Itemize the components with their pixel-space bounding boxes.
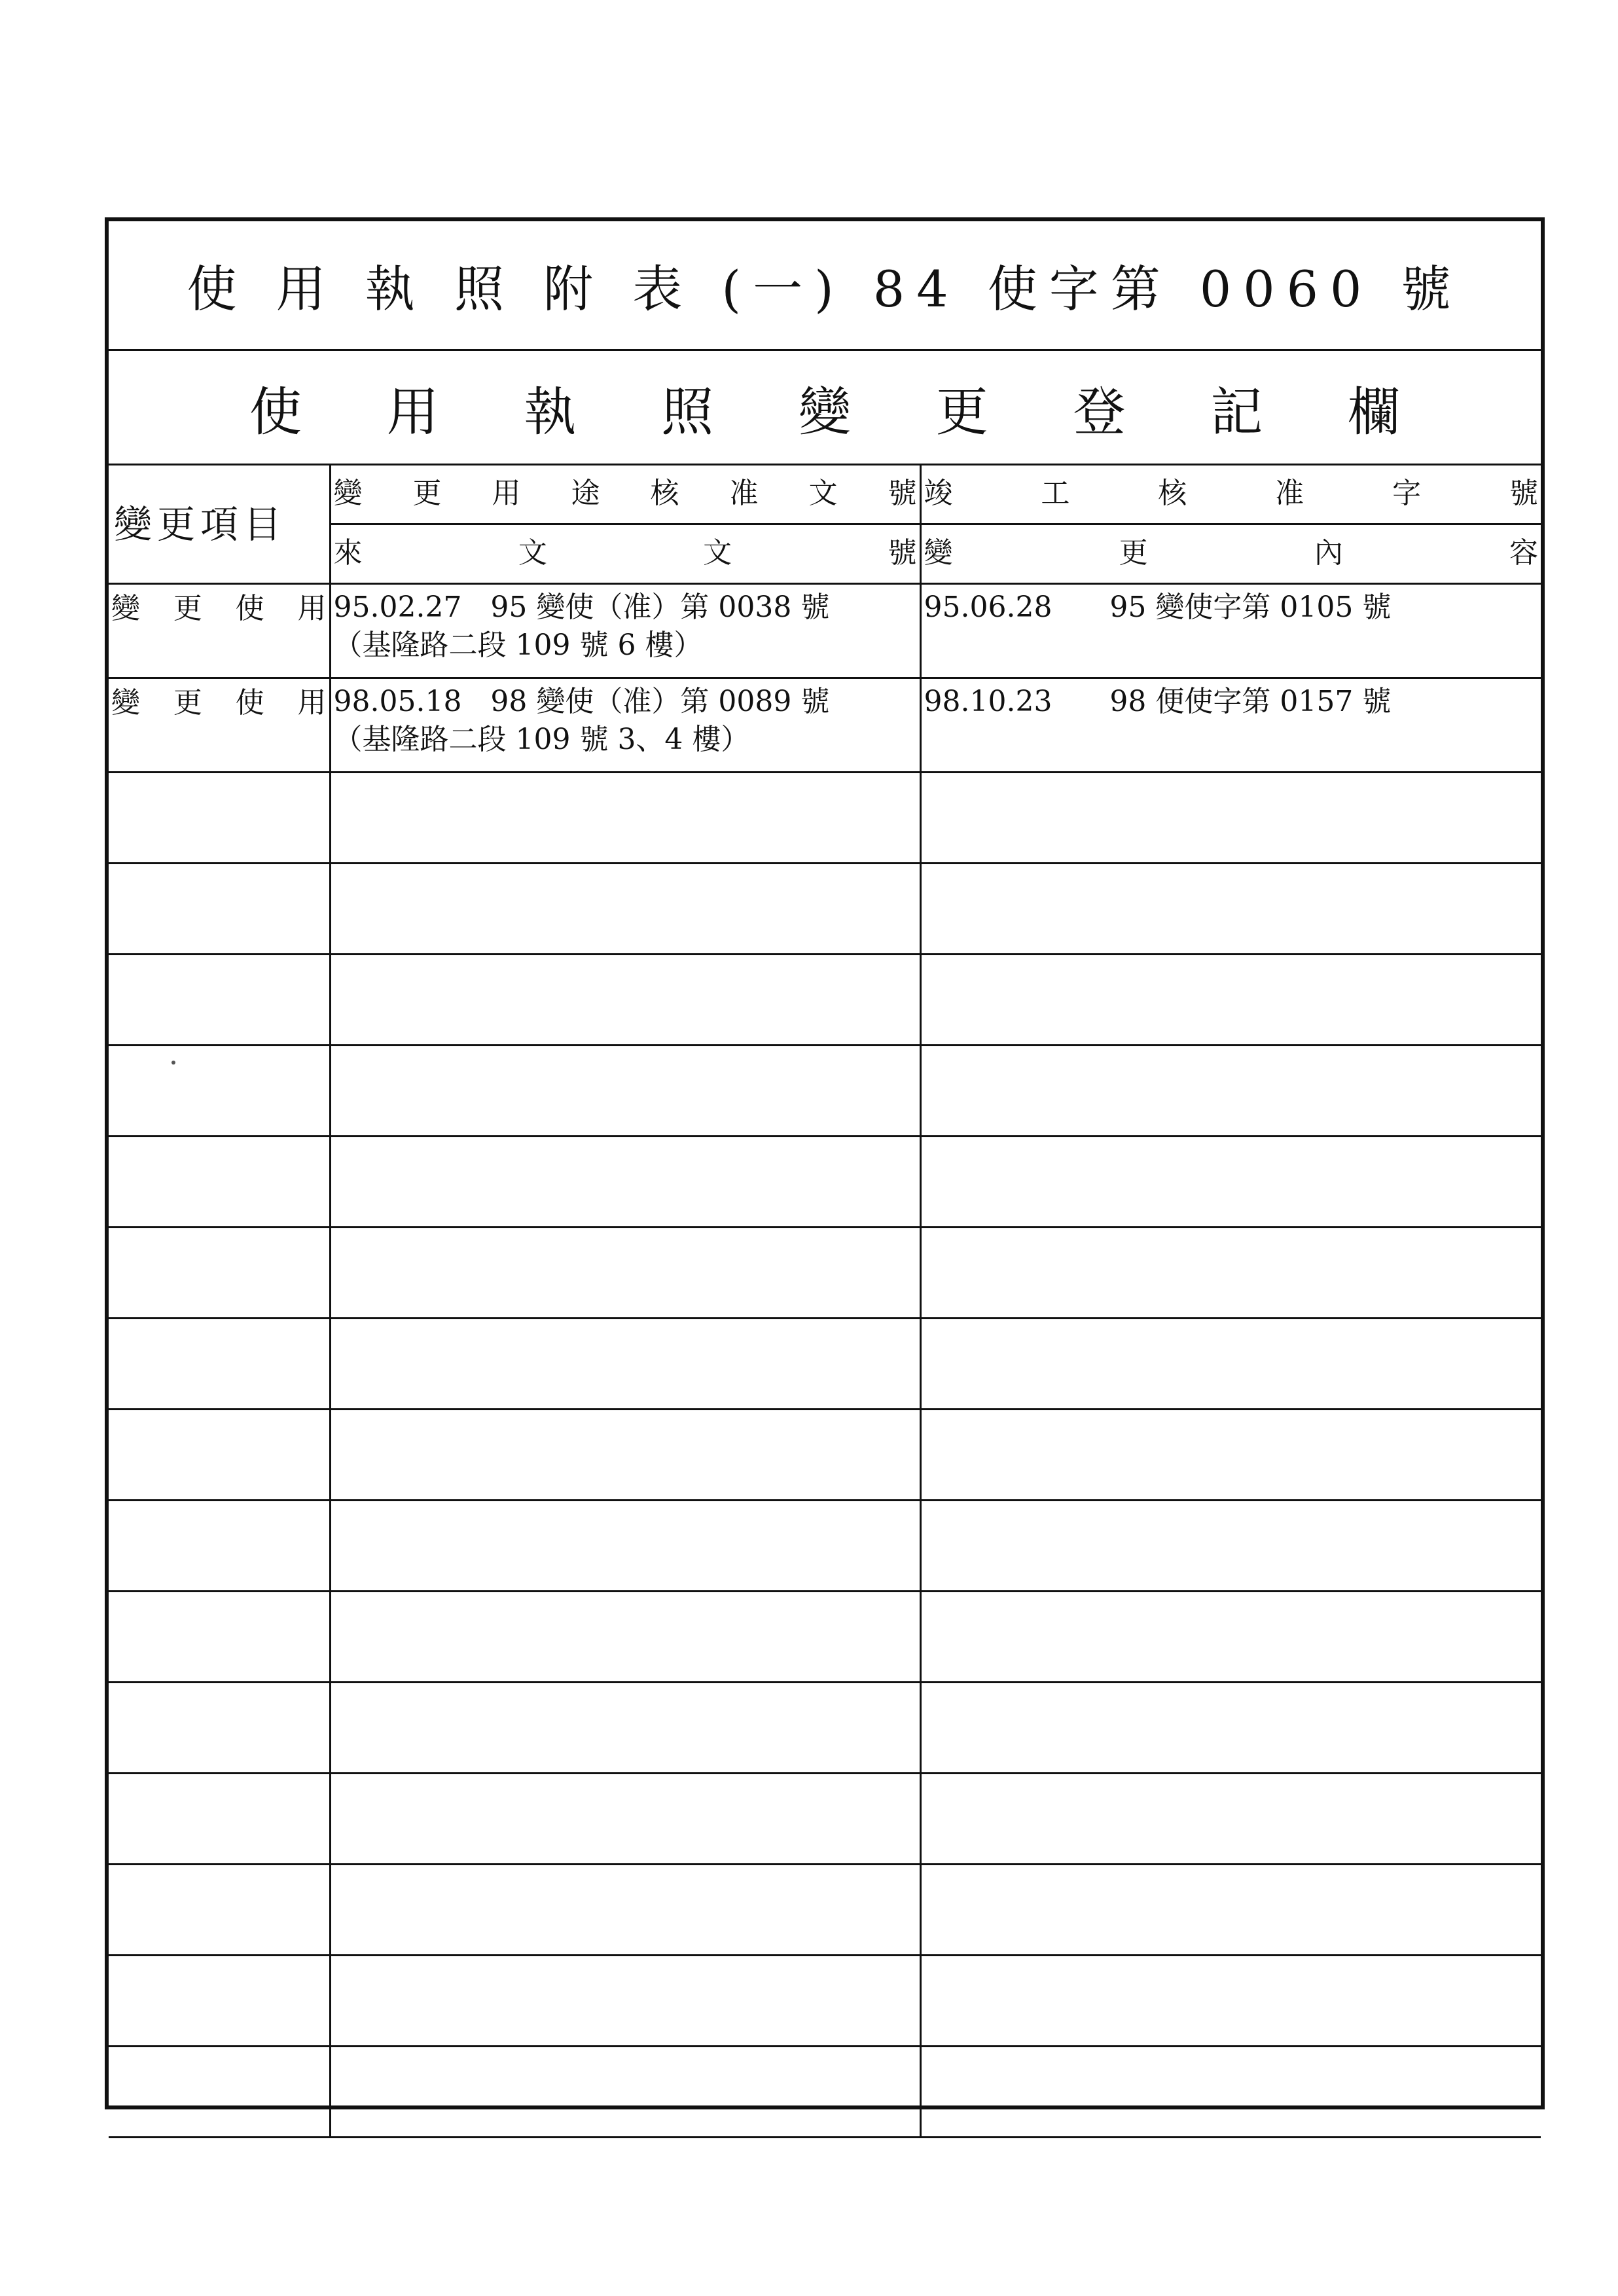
empty-completion-cell bbox=[920, 1683, 1541, 1774]
empty-item-cell bbox=[109, 1774, 330, 1865]
change-record-table bbox=[109, 465, 1541, 2138]
header-char: 准 bbox=[729, 477, 759, 510]
header-change-item: 變更項目 bbox=[109, 465, 330, 584]
empty-completion-cell bbox=[920, 1865, 1541, 1956]
empty-completion-cell bbox=[920, 1137, 1541, 1228]
header-char: 准 bbox=[1275, 477, 1304, 510]
completion-number: 95.06.28 95 變使字第 0105 號 bbox=[924, 591, 1392, 624]
empty-item-cell bbox=[109, 1865, 330, 1956]
empty-completion-cell bbox=[920, 1501, 1541, 1592]
header-char: 核 bbox=[1158, 477, 1187, 510]
empty-completion-cell bbox=[920, 1774, 1541, 1865]
subtitle-char: 執 bbox=[524, 381, 577, 443]
empty-completion-cell bbox=[920, 864, 1541, 955]
header-char: 更 bbox=[412, 477, 442, 510]
header-char: 號 bbox=[1509, 477, 1538, 510]
empty-row bbox=[109, 1774, 1541, 1865]
empty-approval-cell bbox=[330, 773, 920, 864]
table-row bbox=[109, 678, 1541, 773]
empty-item-cell bbox=[109, 1319, 330, 1410]
header-char: 工 bbox=[1041, 477, 1070, 510]
subtitle-char: 登 bbox=[1073, 381, 1126, 443]
address-note: （基隆路二段 109 號 3、4 樓） bbox=[333, 723, 750, 756]
header-char: 文 bbox=[518, 536, 547, 570]
table-header-row bbox=[109, 465, 1541, 524]
form-title-row bbox=[109, 221, 1541, 351]
subtitle-char: 照 bbox=[661, 381, 714, 443]
empty-completion-cell bbox=[920, 773, 1541, 864]
scan-speck bbox=[171, 1061, 175, 1065]
empty-approval-cell bbox=[330, 1956, 920, 2047]
empty-approval-cell bbox=[330, 1228, 920, 1319]
header-char: 字 bbox=[1392, 477, 1422, 510]
subtitle-char: 使 bbox=[249, 381, 302, 443]
approval-number: 98.05.18 98 變使（准）第 0089 號 bbox=[333, 685, 830, 718]
completion-cell bbox=[920, 584, 1541, 678]
item-char: 用 bbox=[297, 686, 327, 720]
subtitle-char: 更 bbox=[935, 381, 988, 443]
empty-completion-cell bbox=[920, 1319, 1541, 1410]
empty-row bbox=[109, 864, 1541, 955]
header-completion-approval bbox=[920, 465, 1541, 524]
empty-row bbox=[109, 1683, 1541, 1774]
change-item-cell bbox=[109, 678, 330, 773]
empty-item-cell bbox=[109, 773, 330, 864]
header-char: 用 bbox=[492, 477, 521, 510]
empty-approval-cell bbox=[330, 1137, 920, 1228]
empty-row bbox=[109, 955, 1541, 1046]
empty-approval-cell bbox=[330, 1319, 920, 1410]
header-incoming-doc bbox=[330, 524, 920, 584]
empty-item-cell bbox=[109, 1410, 330, 1501]
header-approval-doc bbox=[330, 465, 920, 524]
empty-approval-cell bbox=[330, 1592, 920, 1683]
empty-completion-cell bbox=[920, 1410, 1541, 1501]
empty-approval-cell bbox=[330, 1774, 920, 1865]
empty-completion-cell bbox=[920, 1956, 1541, 2047]
empty-row bbox=[109, 1046, 1541, 1137]
header-char: 文 bbox=[808, 477, 838, 510]
empty-item-cell bbox=[109, 1956, 330, 2047]
empty-item-cell bbox=[109, 1137, 330, 1228]
empty-completion-cell bbox=[920, 1228, 1541, 1319]
completion-cell bbox=[920, 678, 1541, 773]
subtitle-char: 用 bbox=[386, 381, 439, 443]
item-char: 使 bbox=[235, 592, 264, 625]
header-char: 內 bbox=[1314, 536, 1343, 570]
empty-item-cell bbox=[109, 1046, 330, 1137]
change-item-cell bbox=[109, 584, 330, 678]
empty-row bbox=[109, 1319, 1541, 1410]
item-char: 使 bbox=[235, 686, 264, 720]
subtitle-char: 欄 bbox=[1348, 381, 1400, 443]
empty-row bbox=[109, 1410, 1541, 1501]
empty-completion-cell bbox=[920, 2047, 1541, 2138]
header-char: 號 bbox=[888, 536, 917, 570]
empty-row bbox=[109, 1956, 1541, 2047]
empty-item-cell bbox=[109, 1592, 330, 1683]
header-char: 文 bbox=[703, 536, 732, 570]
empty-completion-cell bbox=[920, 955, 1541, 1046]
header-char: 變 bbox=[924, 536, 953, 570]
header-change-content bbox=[920, 524, 1541, 584]
empty-item-cell bbox=[109, 1683, 330, 1774]
empty-approval-cell bbox=[330, 955, 920, 1046]
empty-row bbox=[109, 1137, 1541, 1228]
header-char: 容 bbox=[1509, 536, 1538, 570]
blank-rows bbox=[109, 773, 1541, 2138]
item-char: 變 bbox=[111, 686, 140, 720]
header-char: 來 bbox=[333, 536, 363, 570]
header-char: 變 bbox=[333, 477, 363, 510]
empty-row bbox=[109, 1228, 1541, 1319]
item-char: 更 bbox=[173, 592, 202, 625]
empty-item-cell bbox=[109, 1501, 330, 1592]
empty-row bbox=[109, 1501, 1541, 1592]
empty-item-cell bbox=[109, 1228, 330, 1319]
completion-number: 98.10.23 98 便使字第 0157 號 bbox=[924, 685, 1392, 718]
approval-doc-cell bbox=[330, 584, 920, 678]
empty-item-cell bbox=[109, 955, 330, 1046]
header-char: 號 bbox=[888, 477, 917, 510]
header-char: 竣 bbox=[924, 477, 953, 510]
table-row bbox=[109, 584, 1541, 678]
item-char: 用 bbox=[297, 592, 327, 625]
subtitle-char: 變 bbox=[798, 381, 851, 443]
empty-approval-cell bbox=[330, 1683, 920, 1774]
item-char: 更 bbox=[173, 686, 202, 720]
empty-row bbox=[109, 1592, 1541, 1683]
form-subtitle bbox=[109, 351, 1541, 465]
header-char: 更 bbox=[1119, 536, 1148, 570]
approval-number: 95.02.27 95 變使（准）第 0038 號 bbox=[333, 591, 830, 624]
empty-approval-cell bbox=[330, 2047, 920, 2138]
empty-item-cell bbox=[109, 2047, 330, 2138]
empty-row bbox=[109, 2047, 1541, 2138]
empty-approval-cell bbox=[330, 1046, 920, 1137]
address-note: （基隆路二段 109 號 6 樓） bbox=[333, 629, 703, 662]
item-char: 變 bbox=[111, 592, 140, 625]
header-char: 途 bbox=[571, 477, 600, 510]
empty-approval-cell bbox=[330, 1865, 920, 1956]
empty-item-cell bbox=[109, 864, 330, 955]
form-title: 使 用 執 照 附 表 (一) 84 使字第 0060 號 bbox=[187, 260, 1463, 318]
empty-approval-cell bbox=[330, 1501, 920, 1592]
license-form bbox=[105, 217, 1545, 2109]
empty-completion-cell bbox=[920, 1046, 1541, 1137]
empty-row bbox=[109, 773, 1541, 864]
header-char: 核 bbox=[650, 477, 679, 510]
empty-approval-cell bbox=[330, 1410, 920, 1501]
empty-row bbox=[109, 1865, 1541, 1956]
empty-approval-cell bbox=[330, 864, 920, 955]
subtitle-char: 記 bbox=[1210, 381, 1263, 443]
approval-doc-cell bbox=[330, 678, 920, 773]
empty-completion-cell bbox=[920, 1592, 1541, 1683]
